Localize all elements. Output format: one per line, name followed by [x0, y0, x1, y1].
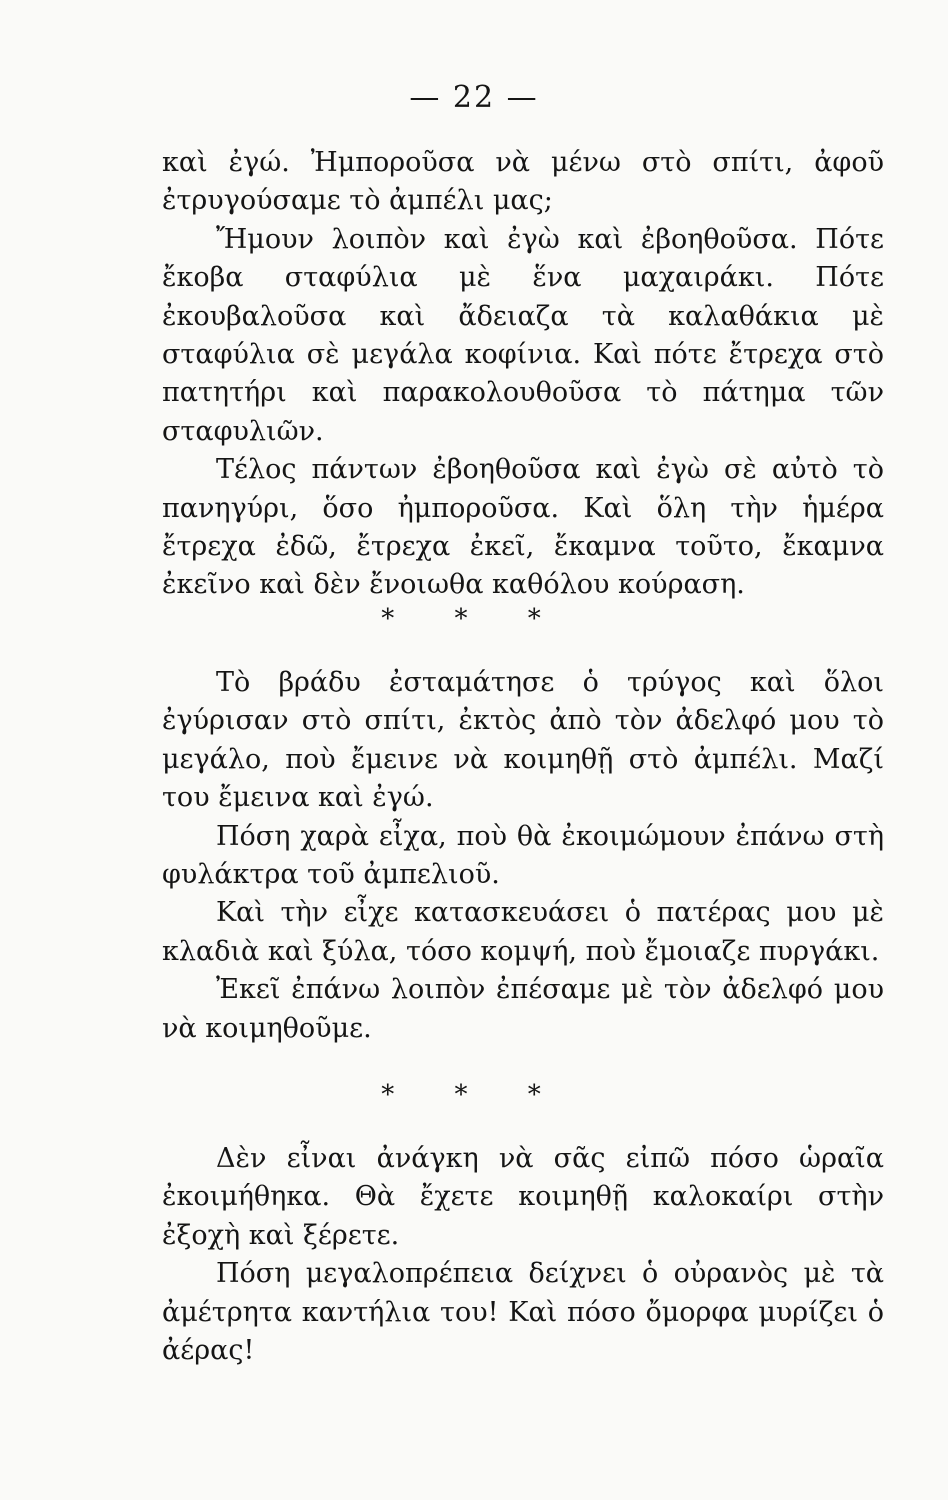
paragraph: Πόση χαρὰ εἶχα, ποὺ θὰ ἐκοιμώμουν ἐπάνω στὴ φυλάκτρα τοῦ ἀμπελιοῦ. — [162, 820, 884, 891]
section-separator: * * * — [381, 1080, 567, 1110]
paragraph: Καὶ τὴν εἶχε κατασκευάσει ὁ πατέρας μου μὲ κλαδιὰ καὶ ξύλα, τόσο κομψή, ποὺ ἔμοιαζε πυργάκι. — [162, 897, 884, 967]
paragraph: καὶ ἐγώ. Ἠμποροῦσα νὰ μένω στὸ σπίτι, ἀφοῦ ἐτρυγούσαμε τὸ ἀμπέλι μας; — [162, 147, 884, 217]
section-separator: * * * — [381, 604, 567, 634]
text-section-3 — [162, 1140, 884, 1370]
paragraph: Δὲν εἶναι ἀνάγκη νὰ σᾶς εἰπῶ πόσο ὡραῖα ἐκοιμήθηκα. Θὰ ἔχετε κοιμηθῇ καλοκαίρι στὴν ἐξοχὴ καὶ ξέρετε. — [162, 1143, 884, 1251]
paragraph: Ἐκεῖ ἐπάνω λοιπὸν ἐπέσαμε μὲ τὸν ἀδελφό μου νὰ κοιμηθοῦμε. — [162, 974, 884, 1044]
text-section-2 — [162, 664, 884, 1048]
paragraph: Τέλος πάντων ἐβοηθοῦσα καὶ ἐγὼ σὲ αὐτὸ τὸ πανηγύρι, ὅσο ἠμποροῦσα. Καὶ ὅλη τὴν ἡμέρα ἔτρεχα ἐδῶ, ἔτρεχα ἐκεῖ, ἔκαμνα τοῦτο, ἔκαμνα ἐκεῖνο καὶ δὲν ἔνοιωθα καθόλου κούραση. — [162, 454, 884, 601]
page-number: — 22 — — [409, 80, 539, 115]
paragraph: Ἤμουν λοιπὸν καὶ ἐγὼ καὶ ἐβοηθοῦσα. Πότε ἔκοβα σταφύλια μὲ ἕνα μαχαιράκι. Πότε ἐκουβαλοῦσα καὶ ἄδειαζα τὰ καλαθάκια μὲ σταφύλια σὲ μεγάλα κοφίνια. Καὶ πότε ἔτρεχα στὸ πατητήρι καὶ παρακολουθοῦσα τὸ πάτημα τῶν σταφυλιῶν. — [162, 223, 884, 447]
text-section-1 — [162, 144, 884, 605]
paragraph: Τὸ βράδυ ἐσταμάτησε ὁ τρύγος καὶ ὅλοι ἐγύρισαν στὸ σπίτι, ἐκτὸς ἀπὸ τὸν ἀδελφό μου τὸ μεγάλο, ποὺ ἔμεινε νὰ κοιμηθῇ στὸ ἀμπέλι. Μαζί του ἔμεινα καὶ ἐγώ. — [162, 667, 884, 814]
paragraph: Πόση μεγαλοπρέπεια δείχνει ὁ οὐρανὸς μὲ τὰ ἀμέτρητα καντήλια του! Καὶ πόσο ὄμορφα μυρίζει ὁ ἀέρας! — [162, 1258, 884, 1367]
